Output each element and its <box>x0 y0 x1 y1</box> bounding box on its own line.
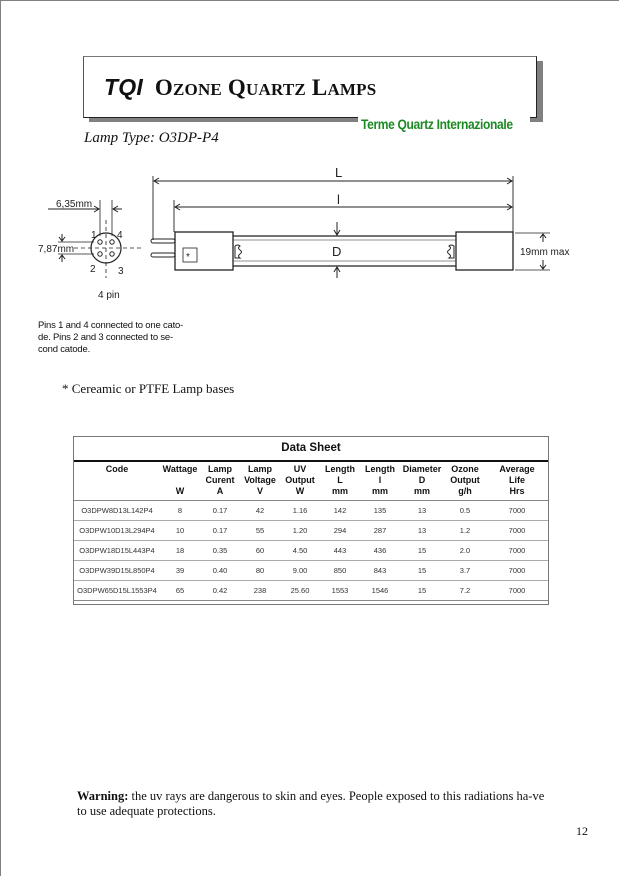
data-sheet-table <box>74 462 548 601</box>
column-header: Lamp Curent A <box>200 462 240 501</box>
column-header: Length l mm <box>360 462 400 501</box>
table-cell: O3DPW18D15L443P4 <box>74 541 160 561</box>
column-header: Code <box>74 462 160 501</box>
table-cell: 8 <box>160 501 200 521</box>
table-cell: 850 <box>320 561 360 581</box>
table-cell: 238 <box>240 581 280 601</box>
table-cell: 42 <box>240 501 280 521</box>
table-cell: O3DPW65D15L1553P4 <box>74 581 160 601</box>
table-cell: 1.16 <box>280 501 320 521</box>
table-cell: 1.20 <box>280 521 320 541</box>
column-header: UV Output W <box>280 462 320 501</box>
table-cell: 7000 <box>486 561 548 581</box>
column-header: Diameter D mm <box>400 462 444 501</box>
title-word: QUARTZ <box>227 75 306 100</box>
column-header: Lamp Voltage V <box>240 462 280 501</box>
table-cell: 7000 <box>486 541 548 561</box>
table-cell: 7.2 <box>444 581 486 601</box>
table-cell: 287 <box>360 521 400 541</box>
table-row <box>74 541 548 561</box>
length-l-label: l <box>337 192 340 207</box>
pin-number-1: 1 <box>91 230 97 241</box>
title-word: OZONE <box>154 75 222 100</box>
filament-right <box>448 245 455 258</box>
table-cell: 13 <box>400 501 444 521</box>
warning-note <box>77 789 547 819</box>
pin-hole <box>98 240 102 244</box>
max-height-label: 19mm max <box>520 247 570 258</box>
table-cell: 39 <box>160 561 200 581</box>
data-sheet-title: Data Sheet <box>74 437 548 462</box>
table-cell: 0.17 <box>200 501 240 521</box>
table-cell: 0.35 <box>200 541 240 561</box>
table-cell: 65 <box>160 581 200 601</box>
company-name: Terme Quartz Internazionale <box>361 116 513 132</box>
table-cell: 7000 <box>486 521 548 541</box>
pin-number-2: 2 <box>90 264 96 275</box>
pin-spacing-label: 6,35mm <box>56 199 93 210</box>
table-cell: 7000 <box>486 581 548 601</box>
table-cell: 80 <box>240 561 280 581</box>
table-cell: 135 <box>360 501 400 521</box>
pin-hole <box>98 252 102 256</box>
table-cell: 0.17 <box>200 521 240 541</box>
column-header: Average Life Hrs <box>486 462 548 501</box>
column-header: Wattage W <box>160 462 200 501</box>
pin-number-4: 4 <box>117 230 123 241</box>
table-cell: 9.00 <box>280 561 320 581</box>
table-cell: 55 <box>240 521 280 541</box>
table-cell: 15 <box>400 561 444 581</box>
table-cell: 1553 <box>320 581 360 601</box>
data-sheet <box>73 436 549 605</box>
table-row <box>74 581 548 601</box>
table-cell: 1.2 <box>444 521 486 541</box>
lamp-base-left <box>175 232 233 270</box>
table-row <box>74 521 548 541</box>
bases-note: * Cereamic or PTFE Lamp bases <box>62 381 235 396</box>
pin-height-label: 7,87mm <box>38 244 75 255</box>
lamp-base-right <box>456 232 513 270</box>
table-cell: 18 <box>160 541 200 561</box>
table-cell: O3DPW39D15L850P4 <box>74 561 160 581</box>
table-cell: 3.7 <box>444 561 486 581</box>
table-cell: 436 <box>360 541 400 561</box>
column-header: Length L mm <box>320 462 360 501</box>
length-L-label: L <box>335 165 343 180</box>
table-cell: 0.5 <box>444 501 486 521</box>
table-cell: 0.40 <box>200 561 240 581</box>
table-cell: 15 <box>400 581 444 601</box>
filament-left <box>235 245 242 258</box>
warning-text: the uv rays are dangerous to skin and eyes. People exposed to this radiations ha-ve to use adequate protections. <box>77 789 545 818</box>
column-header: Ozone Output g/h <box>444 462 486 501</box>
table-cell: 294 <box>320 521 360 541</box>
page-title <box>104 74 376 101</box>
table-cell: O3DPW8D13L142P4 <box>74 501 160 521</box>
pin-number-3: 3 <box>118 266 124 277</box>
warning-label: Warning: <box>77 789 129 803</box>
diameter-label: D <box>332 244 342 259</box>
brand-logo: TQI <box>104 74 143 100</box>
pins-note: Pins 1 and 4 connected to one cato- de. Pins 2 and 3 connected to se- cond catode. <box>38 320 184 355</box>
table-cell: 1546 <box>360 581 400 601</box>
lamp-type: Lamp Type: O3DP-P4 <box>84 130 219 146</box>
title-box <box>83 56 537 118</box>
table-cell: 25.60 <box>280 581 320 601</box>
table-cell: 7000 <box>486 501 548 521</box>
table-cell: 2.0 <box>444 541 486 561</box>
table-row <box>74 501 548 521</box>
table-cell: 15 <box>400 541 444 561</box>
pin-hole <box>110 252 114 256</box>
title-word: LAMPS <box>311 75 377 100</box>
page-number: 12 <box>576 824 588 838</box>
table-cell: 0.42 <box>200 581 240 601</box>
table-row <box>74 561 548 581</box>
table-cell: 4.50 <box>280 541 320 561</box>
lamp-diagram <box>38 160 592 310</box>
table-cell: 10 <box>160 521 200 541</box>
base-marker: * <box>186 252 190 263</box>
table-cell: 443 <box>320 541 360 561</box>
lamp-pin <box>151 239 175 243</box>
table-cell: 843 <box>360 561 400 581</box>
table-cell: 142 <box>320 501 360 521</box>
table-cell: O3DPW10D13L294P4 <box>74 521 160 541</box>
table-cell: 60 <box>240 541 280 561</box>
pin-count-label: 4 pin <box>98 290 120 301</box>
lamp-pin <box>151 253 175 257</box>
pin-hole <box>110 240 114 244</box>
table-header-row <box>74 462 548 501</box>
table-cell: 13 <box>400 521 444 541</box>
